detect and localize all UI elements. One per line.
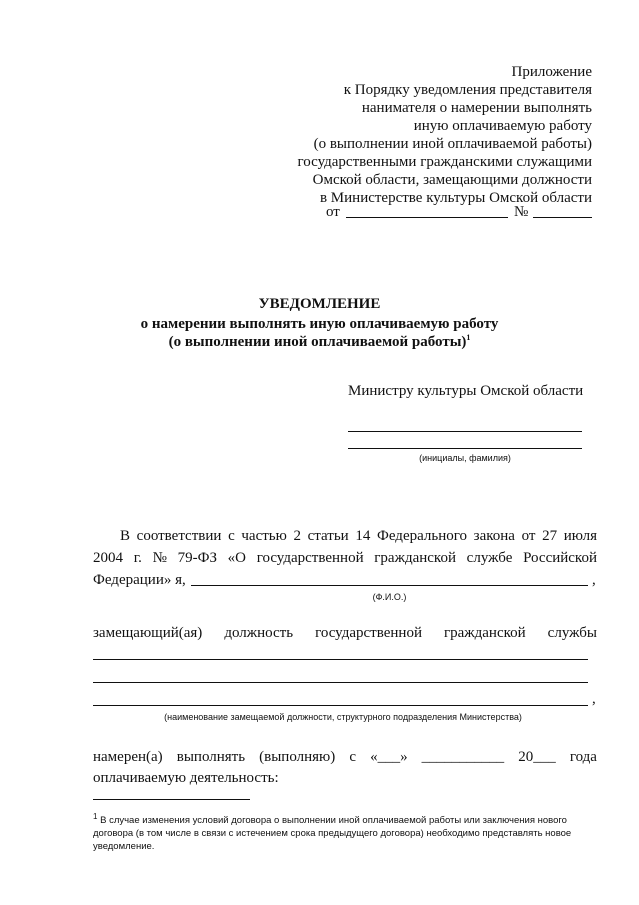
p1-line1-word-6: 14 <box>355 528 371 544</box>
p1-line2-word-1: г. <box>133 550 142 566</box>
p1-line1-word-0: В <box>120 528 131 544</box>
p3-item-3: с <box>349 749 356 765</box>
p1-line2-word-8: Российской <box>523 550 597 566</box>
position-comma: , <box>592 691 596 707</box>
footnote-mark: 1 <box>93 811 98 821</box>
p3-item-2: (выполняю) <box>259 749 336 765</box>
p3-item-1: выполнять <box>176 749 246 765</box>
p1-line2-word-0: 2004 <box>93 550 123 566</box>
paragraph-1-line-3: Федерации» я, <box>93 572 186 588</box>
p1-line1-word-8: закона <box>473 528 515 544</box>
document-subtitle-1: о намерении выполнять иную оплачиваемую работу <box>140 316 499 332</box>
initials-hint: (инициалы, фамилия) <box>419 453 511 463</box>
addressee-text: Министру культуры Омской области <box>348 383 584 399</box>
p1-line2-word-4: «О <box>227 550 246 566</box>
p1-line2-word-7: службе <box>466 550 513 566</box>
position-blank-2[interactable] <box>93 682 588 683</box>
p3-item-0: намерен(а) <box>93 749 163 765</box>
header-line-4: иную оплачиваемую работу <box>413 118 592 134</box>
p2-word-3: гражданской <box>443 625 526 641</box>
document-title: УВЕДОМЛЕНИЕ <box>258 296 381 312</box>
p1-line2-word-3: 79-ФЗ <box>177 550 217 566</box>
p1-line1-word-3: частью <box>241 528 287 544</box>
header-line-5: (о выполнении иной оплачиваемой работы) <box>313 136 592 152</box>
paragraph-1-line-2 <box>93 548 597 568</box>
header-line-6: государственными гражданскими служащими <box>297 154 592 170</box>
footnote-separator <box>93 799 250 800</box>
header-line-8: в Министерстве культуры Омской области <box>319 190 592 206</box>
p3-item-5: ___________ <box>421 749 505 765</box>
p3-item-4: «___» <box>370 749 408 765</box>
addressee-blank-1[interactable] <box>348 431 582 432</box>
footnote <box>93 811 599 853</box>
p1-line1-word-10: 27 <box>542 528 558 544</box>
from-label: от <box>326 204 340 220</box>
p1-line1-word-11: июля <box>563 528 597 544</box>
paragraph-3-line-1 <box>93 747 597 767</box>
p1-line1-word-2: с <box>228 528 235 544</box>
p2-word-2: государственной <box>315 625 422 641</box>
p3-item-7: года <box>569 749 597 765</box>
p1-line1-word-9: от <box>521 528 536 544</box>
p2-word-0: замещающий(ая) <box>93 625 203 641</box>
position-blank-3[interactable] <box>93 705 588 706</box>
p2-word-1: должность <box>224 625 294 641</box>
p1-line1-word-1: соответствии <box>136 528 222 544</box>
title-footnote-mark: 1 <box>466 333 471 342</box>
p1-line2-word-5: государственной <box>256 550 364 566</box>
paragraph-1-line-1 <box>120 526 597 546</box>
p1-line1-word-5: статьи <box>307 528 349 544</box>
paragraph-3-line-2: оплачиваемую деятельность: <box>93 770 279 786</box>
number-blank[interactable] <box>533 217 592 218</box>
p1-line2-word-2: № <box>152 550 167 566</box>
position-hint: (наименование замещаемой должности, структурного подразделения Министерства) <box>164 712 522 722</box>
footnote-text: В случае изменения условий договора о выполнении иной оплачиваемой работы или заключения нового договора (в том числе в связи с истечением срока предыдущего договора) необходимо представлять новое уведомление. <box>93 815 572 852</box>
position-blank-1[interactable] <box>93 659 588 660</box>
date-blank[interactable] <box>346 217 508 218</box>
p1-line2-word-6: гражданской <box>374 550 456 566</box>
header-line-3: нанимателя о намерении выполнять <box>361 100 592 116</box>
header-line-1: Приложение <box>511 64 592 80</box>
number-label: № <box>514 204 529 220</box>
fio-hint: (Ф.И.О.) <box>372 592 407 602</box>
paragraph-2-line-1 <box>93 623 597 643</box>
p3-item-6: 20___ <box>518 749 556 765</box>
p2-word-4: службы <box>547 625 597 641</box>
fio-blank[interactable] <box>191 585 588 586</box>
addressee-blank-2[interactable] <box>348 448 582 449</box>
p1-line1-word-7: Федерального <box>377 528 468 544</box>
document-subtitle-2: (о выполнении иной оплачиваемой работы)$^1$ <box>168 333 471 350</box>
fio-comma: , <box>592 572 596 588</box>
header-line-7: Омской области, замещающими должности <box>312 172 592 188</box>
p1-line1-word-4: 2 <box>293 528 301 544</box>
header-line-2: к Порядку уведомления представителя <box>343 82 592 98</box>
